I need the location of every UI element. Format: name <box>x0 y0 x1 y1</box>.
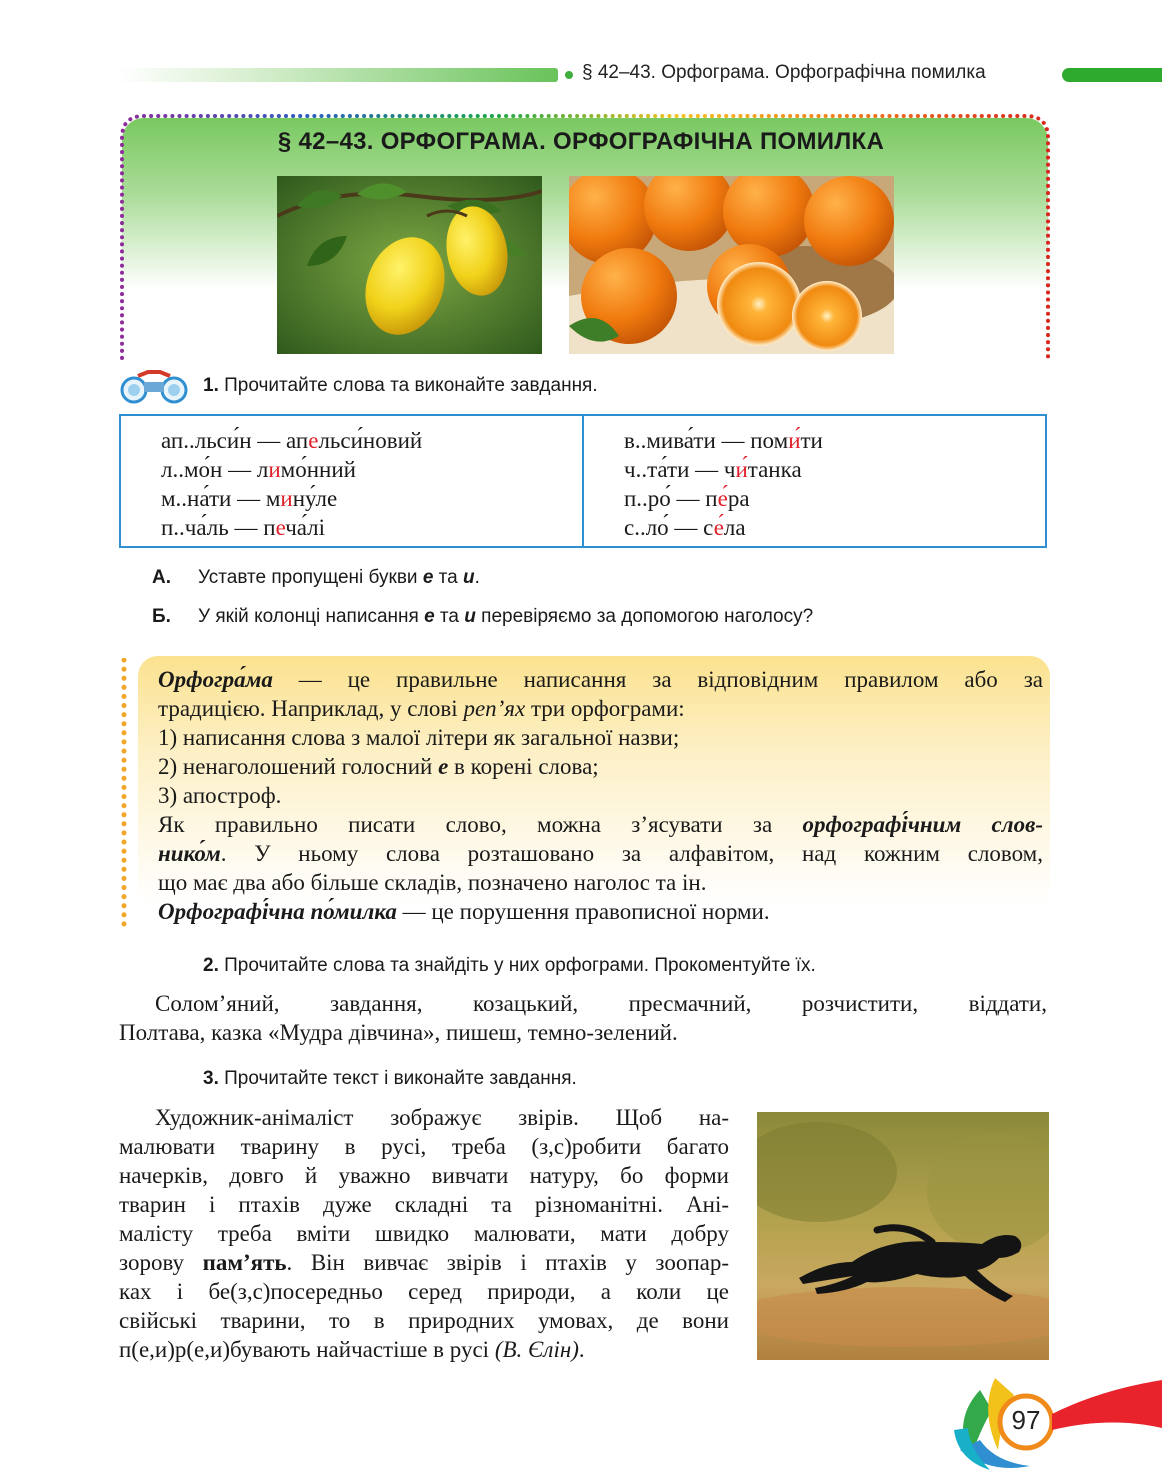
header-bullet <box>565 71 573 79</box>
def-line: традицією. Наприклад, у слові реп’ях три орфограми: <box>158 696 685 721</box>
exercise-2-instruction: Прочитайте слова та знайдіть у них орфограми. Прокоментуйте їх. <box>224 955 816 976</box>
definition-text <box>158 665 1043 926</box>
task-b: Б. У якій колонці написання е та и перевіряємо за допомогою наголосу? <box>152 606 814 627</box>
exercise-2-text: Солом’яний, завдання, козацький, пресмачний, розчистити, віддати, Полтава, казка «Мудра дівчина», пишеш, темно-зелений. <box>119 991 1047 1045</box>
def-line: Орфографі́чна по́милка — це порушення правописної норми. <box>158 899 770 924</box>
word-column-right <box>582 416 1045 546</box>
word-pair: п..ча́ль — печа́лі <box>161 515 326 540</box>
task-a: А. Уставте пропущені букви е та и. <box>152 567 480 588</box>
exercise-3-number: 3. <box>203 1068 219 1089</box>
def-line: 2) ненаголошений голосний е в корені слова; <box>158 754 599 779</box>
binoculars-icon <box>118 370 190 404</box>
bold-word-memory: пам’ять <box>202 1250 287 1275</box>
word-pair: с..ло́ — се́ла <box>624 515 746 540</box>
lemons-photo <box>277 176 542 354</box>
running-title: § 42–43. Орфограма. Орфографічна помилка <box>582 62 986 83</box>
exercise-2-heading <box>203 955 816 977</box>
word-pair: ч..та́ти — чи́танка <box>624 457 802 482</box>
section-title: § 42–43. ОРФОГРАМА. ОРФОГРАФІЧНА ПОМИЛКА <box>277 128 885 155</box>
oranges-photo <box>569 176 894 354</box>
panther-photo <box>757 1112 1049 1360</box>
word-pair: м..на́ти — мину́ле <box>161 486 338 511</box>
exercise-1-number: 1. <box>203 375 219 396</box>
exercise-3-instruction: Прочитайте текст і виконайте завдання. <box>224 1068 577 1089</box>
word-pair: л..мо́н — лимо́нний <box>161 457 356 482</box>
term-orthogram: Орфогра́ма <box>158 667 273 692</box>
word-pair: ап..льси́н — апельси́новий <box>161 428 423 453</box>
word-column-left <box>121 416 582 546</box>
exercise-1-heading <box>203 375 598 397</box>
def-line: Як правильно писати слово, можна з’ясувати за орфографі́чним слов- <box>158 812 1043 837</box>
def-line: 3) апостроф. <box>158 783 282 808</box>
header-bar-right <box>1062 68 1162 82</box>
exercise-3-heading <box>203 1068 577 1090</box>
definition-dotted-border <box>120 658 128 932</box>
term-spelling-error: Орфографі́чна по́милка <box>158 899 397 924</box>
page-number-ornament <box>940 1370 1162 1474</box>
term-dictionary: орфографі́чним слов- <box>802 812 1043 837</box>
example-word: реп’ях <box>463 696 526 721</box>
page-number: 97 <box>1011 1405 1041 1435</box>
def-line: Орфогра́ма — це правильне написання за відповідним правилом або за <box>158 667 1043 692</box>
def-line: нико́м. У ньому слова розташовано за алфавітом, над кожним словом, <box>158 841 1043 866</box>
def-line: що має два або більше складів, позначено наголос та ін. <box>158 870 707 895</box>
word-pair: в..мива́ти — поми́ти <box>624 428 823 453</box>
word-pair: п..ро́ — пе́ра <box>624 486 750 511</box>
exercise-2-number: 2. <box>203 955 219 976</box>
author-citation: (В. Єлін) <box>494 1337 579 1362</box>
exercise-1-instruction: Прочитайте слова та виконайте завдання. <box>224 375 598 396</box>
header-bar-left <box>118 68 558 82</box>
word-table <box>119 414 1047 548</box>
def-line: 1) написання слова з малої літери як загальної назви; <box>158 725 680 750</box>
exercise-3-text: Художник-анімаліст зображує звірів. Щоб на- малювати тварину в русі, треба (з,с)робити багато начерків, довго й уважно вивчати натуру, бо форми тварин і птахів дуже складні та різноманітні. Ані- малісту треба вміти швидко малювати, мати добру зорову пам’ять. Він вивчає звірів і птахів у зоопар- ках і бе(з,с)посередньо серед природи, а коли це свійські тварини, то в природних умовах, де вони п(е,и)р(е,и)бувають найчастіше в русі (В. Єлін). <box>119 1105 730 1362</box>
